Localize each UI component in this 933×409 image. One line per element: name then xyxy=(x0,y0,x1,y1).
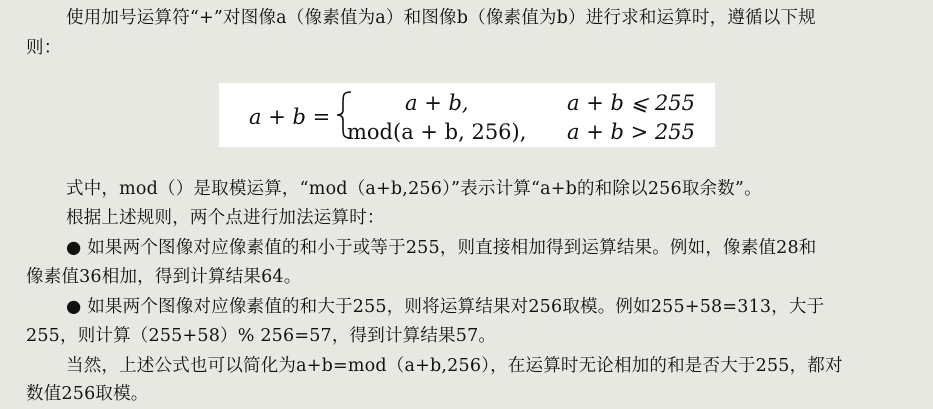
bullet-2-line-2: 255，则计算（255+58）% 256=57，得到计算结果57。 xyxy=(26,326,497,346)
lead-paragraph: 根据上述规则，两个点进行加法运算时： xyxy=(66,208,385,228)
formula-svg xyxy=(219,83,715,147)
case-1-expression: a + b, xyxy=(405,91,469,115)
closing-line-2: 数值256取模。 xyxy=(26,384,149,404)
bullet-1-line-1: ● 如果两个图像对应像素值的和小于或等于255，则直接相加得到运算结果。例如，像素值28和 xyxy=(66,238,817,258)
case-2-expression: mod(a + b, 256), xyxy=(347,120,527,144)
formula-image xyxy=(219,83,715,147)
case-2-condition: a + b > 255 xyxy=(567,120,695,144)
case-1-condition: a + b ⩽ 255 xyxy=(567,91,695,115)
intro-line-2: 则： xyxy=(26,38,62,58)
note-paragraph: 式中，mod（）是取模运算，“mod（a+b,256）”表示计算“a+b的和除以256取余数”。 xyxy=(66,179,762,199)
bullet-1-line-2: 像素值36相加，得到计算结果64。 xyxy=(26,267,302,287)
closing-line-1: 当然，上述公式也可以简化为a+b=mod（a+b,256），在运算时无论相加的和是否大于255，都对 xyxy=(66,356,843,376)
intro-line-1: 使用加号运算符“+”对图像a（像素值为a）和图像b（像素值为b）进行求和运算时，遵循以下规 xyxy=(66,8,816,28)
formula-lhs: a + b = xyxy=(249,105,331,129)
bullet-2-line-1: ● 如果两个图像对应像素值的和大于255，则将运算结果对256取模。例如255+58=313，大于 xyxy=(66,297,825,317)
